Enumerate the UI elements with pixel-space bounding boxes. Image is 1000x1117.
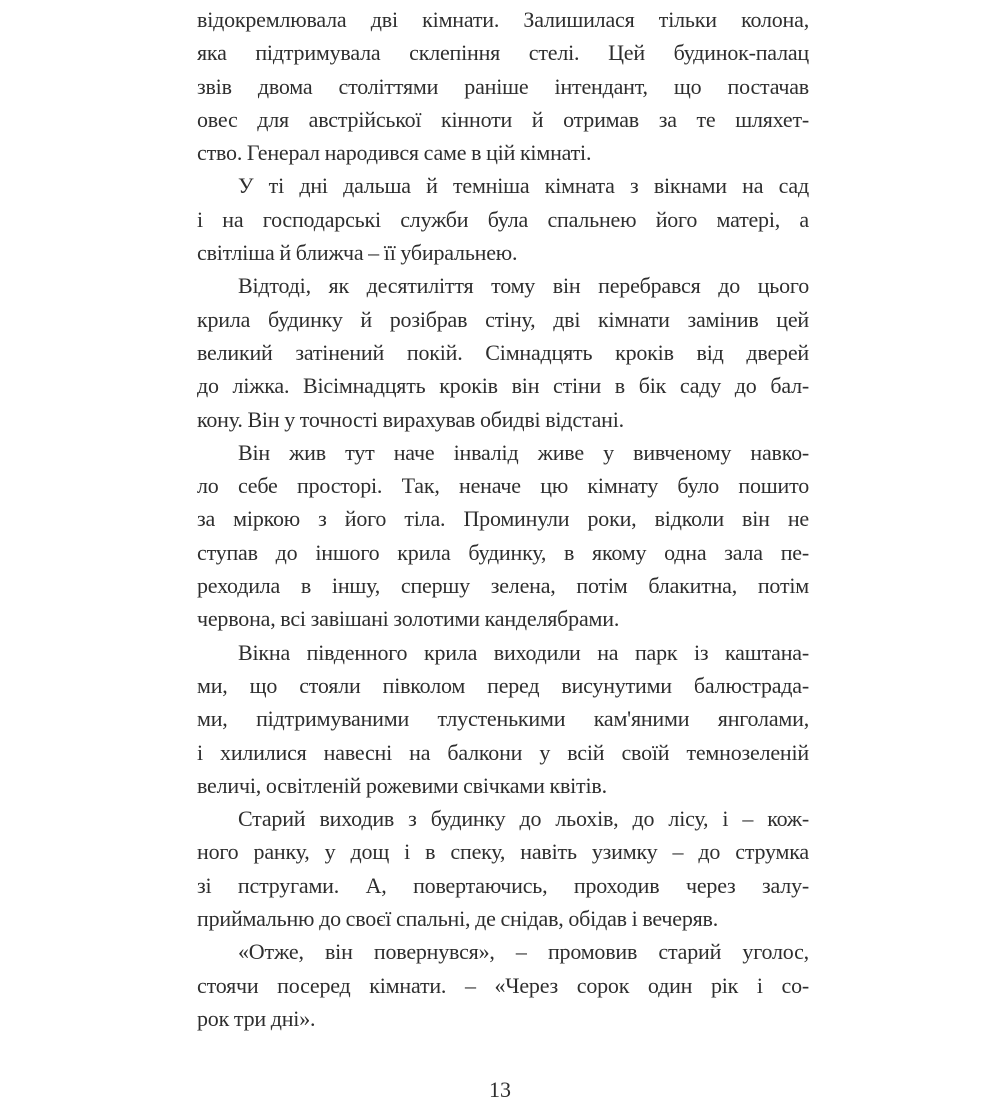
text-line: ступав до іншого крила будинку, в якому одна зала пе- xyxy=(197,539,809,565)
text-line: за міркою з його тіла. Проминули роки, відколи він не xyxy=(197,506,809,532)
text-line: відокремлювала дві кімнати. Залишилася тільки колона, xyxy=(197,7,809,32)
text-line: і на господарські служби була спальнею його матері, а xyxy=(197,206,809,232)
text-line: великий затінений покій. Сімнадцять кроків від дверей xyxy=(197,339,809,365)
paragraph xyxy=(197,269,809,435)
text-line: реходила в іншу, спершу зелена, потім блакитна, потім xyxy=(197,573,809,599)
text-line: зі пстругами. А, повертаючись, проходив через залу- xyxy=(197,872,809,898)
text-line: ного ранку, у дощ і в спеку, навіть узимку – до струмка xyxy=(197,839,809,865)
text-line: Вікна південного крила виходили на парк із каштана- xyxy=(238,639,809,665)
paragraph xyxy=(197,169,809,269)
text-line: звів двома століттями раніше інтендант, що постачав xyxy=(197,73,809,99)
text-line: У ті дні дальша й темніша кімната з вікнами на сад xyxy=(238,173,809,199)
paragraph xyxy=(197,636,809,802)
paragraph xyxy=(197,3,809,169)
page-text xyxy=(197,0,809,1035)
text-line: ство. Генерал народився саме в цій кімнаті. xyxy=(197,140,592,166)
paragraph xyxy=(197,436,809,636)
text-line: яка підтримувала склепіння стелі. Цей будинок-палац xyxy=(197,40,809,66)
text-line: і хилилися навесні на балкони у всій своїй темнозеленій xyxy=(197,739,809,765)
text-line: приймальню до своєї спальні, де снідав, обідав і вечеряв. xyxy=(197,906,719,932)
page-number: 13 xyxy=(489,1077,511,1103)
text-line: величі, освітленій рожевими свічками квітів. xyxy=(197,772,607,798)
text-line: ми, підтримуваними тлустенькими кам'яними янголами, xyxy=(197,706,809,732)
text-line: ми, що стояли півколом перед висунутими балюстрада- xyxy=(197,672,809,698)
text-line: Відтоді, як десятиліття тому він перебрався до цього xyxy=(238,273,809,299)
text-line: овес для австрійської кінноти й отримав за те шляхет- xyxy=(197,106,809,132)
text-line: до ліжка. Вісімнадцять кроків він стіни в бік саду до бал- xyxy=(197,373,809,399)
text-line: червона, всі завішані золотими канделябрами. xyxy=(197,606,620,632)
text-line: «Отже, він повернувся», – промовив старий уголос, xyxy=(238,939,809,965)
text-line: крила будинку й розібрав стіну, дві кімнати замінив цей xyxy=(197,306,809,332)
text-line: рок три дні». xyxy=(197,1005,316,1031)
text-line: стоячи посеред кімнати. – «Через сорок один рік і со- xyxy=(197,972,809,998)
text-line: світліша й ближча – її убиральнею. xyxy=(197,240,518,266)
text-line: Старий виходив з будинку до льохів, до лісу, і – кож- xyxy=(238,806,809,832)
text-line: ло себе просторі. Так, неначе цю кімнату було пошито xyxy=(197,473,809,499)
text-line: Він жив тут наче інвалід живе у вивченому навко- xyxy=(238,439,809,465)
paragraph xyxy=(197,935,809,1035)
paragraph xyxy=(197,802,809,935)
text-line: кону. Він у точності вирахував обидві відстані. xyxy=(197,406,624,432)
